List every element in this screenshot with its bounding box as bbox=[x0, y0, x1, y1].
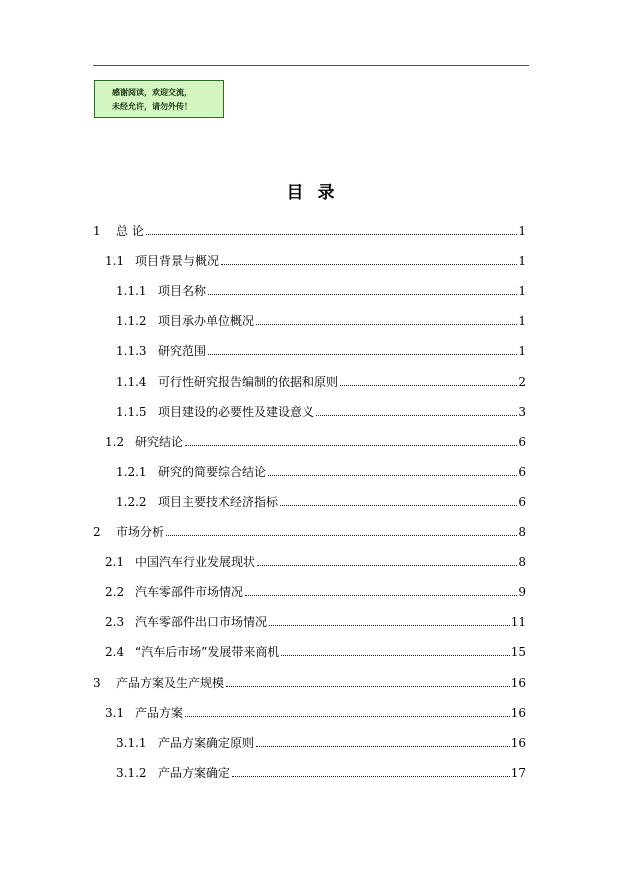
toc-entry-page: 1 bbox=[518, 224, 526, 238]
toc-entry[interactable] bbox=[116, 309, 526, 329]
toc-entry-label: 汽车零部件市场情况 bbox=[135, 585, 244, 600]
toc-entry-number: 2.2 bbox=[105, 585, 125, 600]
toc-entry-number: 3.1.1 bbox=[116, 735, 147, 750]
toc-dot-leader bbox=[256, 745, 510, 747]
toc-entry-label: 产品方案确定原则 bbox=[158, 735, 255, 750]
toc-entry-number: 2.4 bbox=[105, 645, 125, 660]
toc-dot-leader bbox=[280, 504, 517, 506]
toc-entry[interactable] bbox=[116, 761, 526, 781]
toc-entry-page: 16 bbox=[510, 675, 526, 690]
toc-entry-label: 汽车零部件出口市场情况 bbox=[135, 615, 268, 630]
toc-entry[interactable] bbox=[105, 640, 526, 660]
toc-dot-leader bbox=[146, 233, 518, 235]
toc-entry-number: 2.3 bbox=[105, 615, 125, 630]
toc-entry[interactable] bbox=[105, 610, 526, 630]
toc-entry-page: 1 bbox=[518, 314, 526, 329]
toc-entry[interactable] bbox=[93, 520, 526, 540]
toc-entry[interactable] bbox=[116, 400, 526, 420]
toc-entry-page: 1 bbox=[518, 284, 526, 299]
header-rule bbox=[93, 65, 529, 66]
toc-entry[interactable] bbox=[116, 731, 526, 751]
toc-entry[interactable] bbox=[93, 671, 526, 691]
toc-dot-leader bbox=[185, 715, 510, 717]
toc-entry-number: 1.1.1 bbox=[116, 284, 147, 299]
toc-dot-leader bbox=[221, 263, 517, 265]
toc-entry-number: 1.2 bbox=[105, 434, 125, 449]
toc-entry[interactable] bbox=[116, 370, 526, 390]
toc-entry-number: 3 bbox=[93, 675, 101, 690]
toc-dot-leader bbox=[185, 444, 517, 446]
toc-entry-number: 2.1 bbox=[105, 555, 125, 570]
toc-entry-label: 项目承办单位概况 bbox=[158, 314, 255, 329]
toc-entry-page: 15 bbox=[510, 645, 526, 660]
toc-entry[interactable] bbox=[116, 339, 526, 359]
toc-entry-number: 1.2.1 bbox=[116, 464, 147, 479]
toc-entry-label: 项目名称 bbox=[158, 284, 207, 299]
toc-entry-label: 可行性研究报告编制的依据和原则 bbox=[158, 374, 339, 389]
toc-entry-page: 16 bbox=[510, 735, 526, 750]
toc-entry-page: 8 bbox=[518, 555, 526, 570]
toc-entry-label: 产品方案及生产规模 bbox=[116, 675, 225, 690]
toc-entry-number: 1.1.4 bbox=[116, 374, 147, 389]
toc-entry-number: 1 bbox=[93, 224, 101, 238]
toc-dot-leader bbox=[269, 624, 510, 626]
toc-entry-label: 项目背景与概况 bbox=[135, 254, 220, 269]
toc-dot-leader bbox=[340, 384, 517, 386]
toc-entry-page: 17 bbox=[510, 765, 526, 780]
toc-entry[interactable] bbox=[105, 249, 526, 269]
toc-entry[interactable] bbox=[116, 460, 526, 480]
toc-dot-leader bbox=[232, 775, 510, 777]
toc-dot-leader bbox=[208, 293, 517, 295]
toc-dot-leader bbox=[281, 654, 509, 656]
toc-dot-leader bbox=[268, 474, 517, 476]
toc-entry-label: 项目建设的必要性及建设意义 bbox=[158, 404, 315, 419]
toc-entry-label: 中国汽车行业发展现状 bbox=[135, 555, 256, 570]
toc-entry-page: 2 bbox=[518, 374, 526, 389]
toc-entry-number: 1.1 bbox=[105, 254, 125, 269]
toc-entry[interactable] bbox=[105, 701, 526, 721]
toc-entry-number: 1.1.3 bbox=[116, 344, 147, 359]
toc-dot-leader bbox=[257, 564, 517, 566]
toc-entry-page: 6 bbox=[518, 464, 526, 479]
toc-entry-label: 研究结论 bbox=[135, 434, 184, 449]
toc-entry-page: 1 bbox=[518, 254, 526, 269]
toc-dot-leader bbox=[226, 685, 510, 687]
toc-entry-label: 研究范围 bbox=[158, 344, 207, 359]
toc-entry[interactable] bbox=[105, 550, 526, 570]
notice-line-1: 感谢阅读，欢迎交流， bbox=[112, 88, 192, 97]
toc-entry[interactable] bbox=[116, 279, 526, 299]
toc-entry[interactable] bbox=[116, 490, 526, 510]
toc-entry-label: 产品方案 bbox=[135, 705, 184, 720]
notice-stamp bbox=[94, 80, 224, 118]
toc-entry-number: 1.1.5 bbox=[116, 404, 147, 419]
toc-entry-page: 16 bbox=[510, 705, 526, 720]
page-title: 目录 bbox=[286, 183, 349, 203]
toc-entry-page: 3 bbox=[518, 404, 526, 419]
toc-entry-page: 9 bbox=[518, 585, 526, 600]
toc-entry-label: “汽车后市场”发展带来商机 bbox=[135, 645, 280, 660]
toc-dot-leader bbox=[256, 323, 517, 325]
toc-entry-number: 3.1.2 bbox=[116, 765, 147, 780]
toc-entry-page: 8 bbox=[518, 525, 526, 539]
toc-entry-number: 3.1 bbox=[105, 705, 125, 720]
toc-entry-label: 总 论 bbox=[116, 224, 144, 238]
toc-dot-leader bbox=[208, 353, 517, 355]
toc-entry-label: 项目主要技术经济指标 bbox=[158, 494, 279, 509]
toc-entry-page: 6 bbox=[518, 434, 526, 449]
toc-entry-number: 2 bbox=[93, 525, 101, 539]
toc-entry-number: 1.2.2 bbox=[116, 494, 147, 509]
toc-dot-leader bbox=[316, 414, 517, 416]
toc-dot-leader bbox=[166, 534, 517, 536]
toc-entry[interactable] bbox=[105, 580, 526, 600]
toc-dot-leader bbox=[245, 594, 517, 596]
toc-entry-page: 1 bbox=[518, 344, 526, 359]
toc-entry-page: 11 bbox=[510, 615, 526, 630]
notice-line-2: 未经允许，请勿外传！ bbox=[112, 102, 192, 111]
toc-entry-label: 产品方案确定 bbox=[158, 765, 231, 780]
toc-entry[interactable] bbox=[105, 430, 526, 450]
toc-entry-label: 市场分析 bbox=[116, 525, 165, 539]
toc-entry[interactable] bbox=[93, 219, 526, 239]
toc-entry-number: 1.1.2 bbox=[116, 314, 147, 329]
toc-entry-page: 6 bbox=[518, 494, 526, 509]
toc-entry-label: 研究的简要综合结论 bbox=[158, 464, 267, 479]
